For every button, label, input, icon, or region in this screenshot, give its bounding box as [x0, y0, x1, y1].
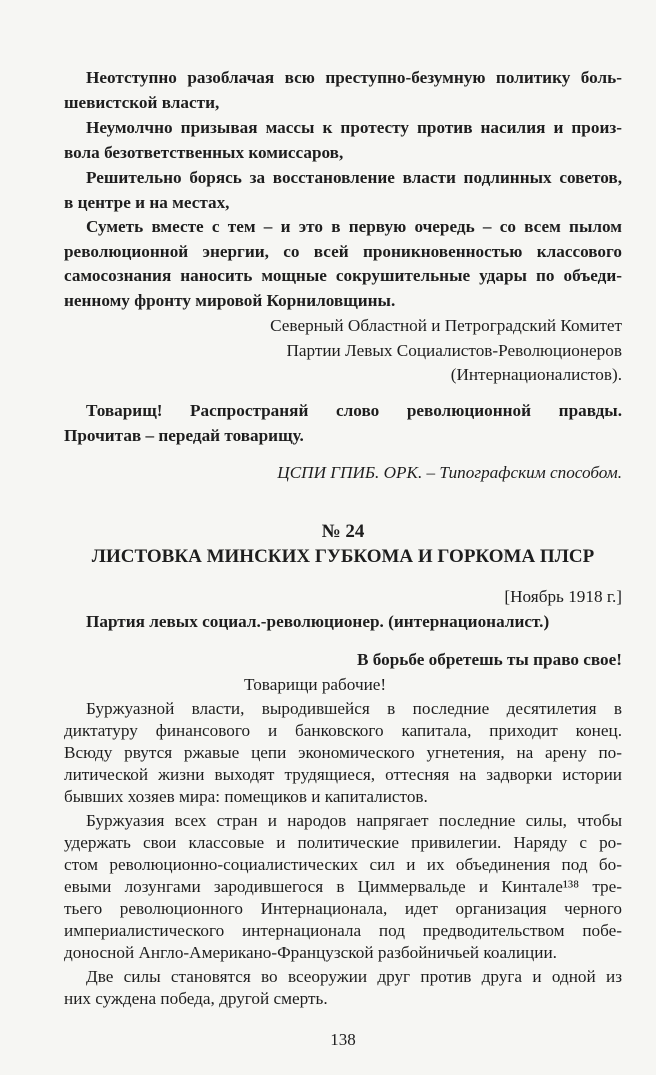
text-line: Прочитав – передай товарищу.	[64, 425, 304, 445]
party-header	[64, 610, 622, 635]
imprint	[64, 461, 622, 486]
text-line: Суметь вместе с тем – и это в первую очередь – со всем пылом	[86, 217, 622, 236]
text-line: доносной Англо-Американо-Французской разбойничьей коалиции.	[64, 943, 557, 962]
text-line: бывших хозяев мира: помещиков и капиталистов.	[64, 787, 428, 806]
text-line: Северный Областной и Петроградский Комитет	[270, 316, 622, 335]
paragraph	[64, 698, 622, 808]
paragraph	[64, 810, 622, 964]
text-line: революционной энергии, со всей проникновенностью классового	[64, 241, 622, 261]
appeal	[64, 399, 622, 448]
text-line: Товарищ! Распространяй слово революционной правды.	[86, 401, 622, 420]
motto	[64, 648, 622, 673]
text-line: Буржуазной власти, выродившейся в последние десятилетия в	[86, 699, 622, 718]
text-line: Две силы становятся во всеоружии друг против друга и одной из	[86, 967, 622, 986]
text-line: шевистской власти,	[64, 92, 220, 112]
text-line: вола безответственных комиссаров,	[64, 142, 344, 162]
signature	[64, 314, 622, 388]
text-line: В борьбе обретешь ты право свое!	[356, 650, 622, 669]
text-line: тьего революционного Интернационала, идет организация черного	[64, 899, 622, 918]
text-line: Неотступно разоблачая всю преступно-безумную политику боль-	[86, 68, 622, 87]
text-line: ЛИСТОВКА МИНСКИХ ГУБКОМА И ГОРКОМА ПЛСР	[91, 546, 595, 567]
text-line: Неумолчно призывая массы к протесту против насилия и произ-	[86, 118, 622, 137]
text-line: удержать свои классовые и политические привилегии. Наряду с ро-	[64, 833, 622, 852]
text-line: № 24	[321, 521, 365, 542]
text-line: них суждена победа, другой смерть.	[64, 989, 328, 1008]
document-date	[64, 585, 622, 610]
text-line: диктатуру финансового и банковского капитала, приходит конец.	[64, 721, 622, 740]
document-title	[64, 545, 622, 570]
document-number	[64, 520, 622, 545]
paragraph	[64, 215, 622, 313]
text-line: Партии Левых Социалистов-Революционеров	[286, 340, 622, 360]
paragraph	[64, 116, 622, 165]
text-line: ненному фронту мировой Корниловщины.	[64, 290, 396, 310]
text-line: в центре и на местах,	[64, 192, 230, 212]
text-line: Товарищи рабочие!	[244, 675, 387, 694]
text-line: Партия левых социал.-революционер. (интернационалист.)	[86, 612, 550, 631]
paragraph	[64, 66, 622, 115]
text-line: стом революционно-социалистических сил и их объединения под бо-	[64, 855, 622, 874]
text-line: (Интернационалистов).	[450, 365, 622, 384]
text-line: Решительно борясь за восстановление власти подлинных советов,	[86, 168, 622, 187]
text-line: империалистического интернационала под предводительством побе-	[64, 921, 622, 940]
text-line: [Ноябрь 1918 г.]	[504, 587, 622, 606]
text-line: ЦСПИ ГПИБ. ОРК. – Типографским способом.	[277, 463, 622, 482]
text-line: 138	[330, 1030, 356, 1049]
greeting	[64, 673, 622, 698]
text-line: евыми лозунгами зародившегося в Циммервальде и Кинтале¹³⁸ тре-	[64, 877, 622, 896]
paragraph	[64, 966, 622, 1010]
paragraph	[64, 166, 622, 215]
text-line: Буржуазия всех стран и народов напрягает последние силы, чтобы	[86, 811, 622, 830]
text-line: литической жизни выходят трудящиеся, оттесняя на задворки истории	[64, 765, 622, 784]
text-line: Всюду рвутся ржавые цепи экономического угнетения, на арену по-	[64, 743, 622, 762]
text-line: самосознания наносить мощные сокрушительные удары по объеди-	[64, 266, 622, 285]
page-number	[64, 1028, 622, 1053]
